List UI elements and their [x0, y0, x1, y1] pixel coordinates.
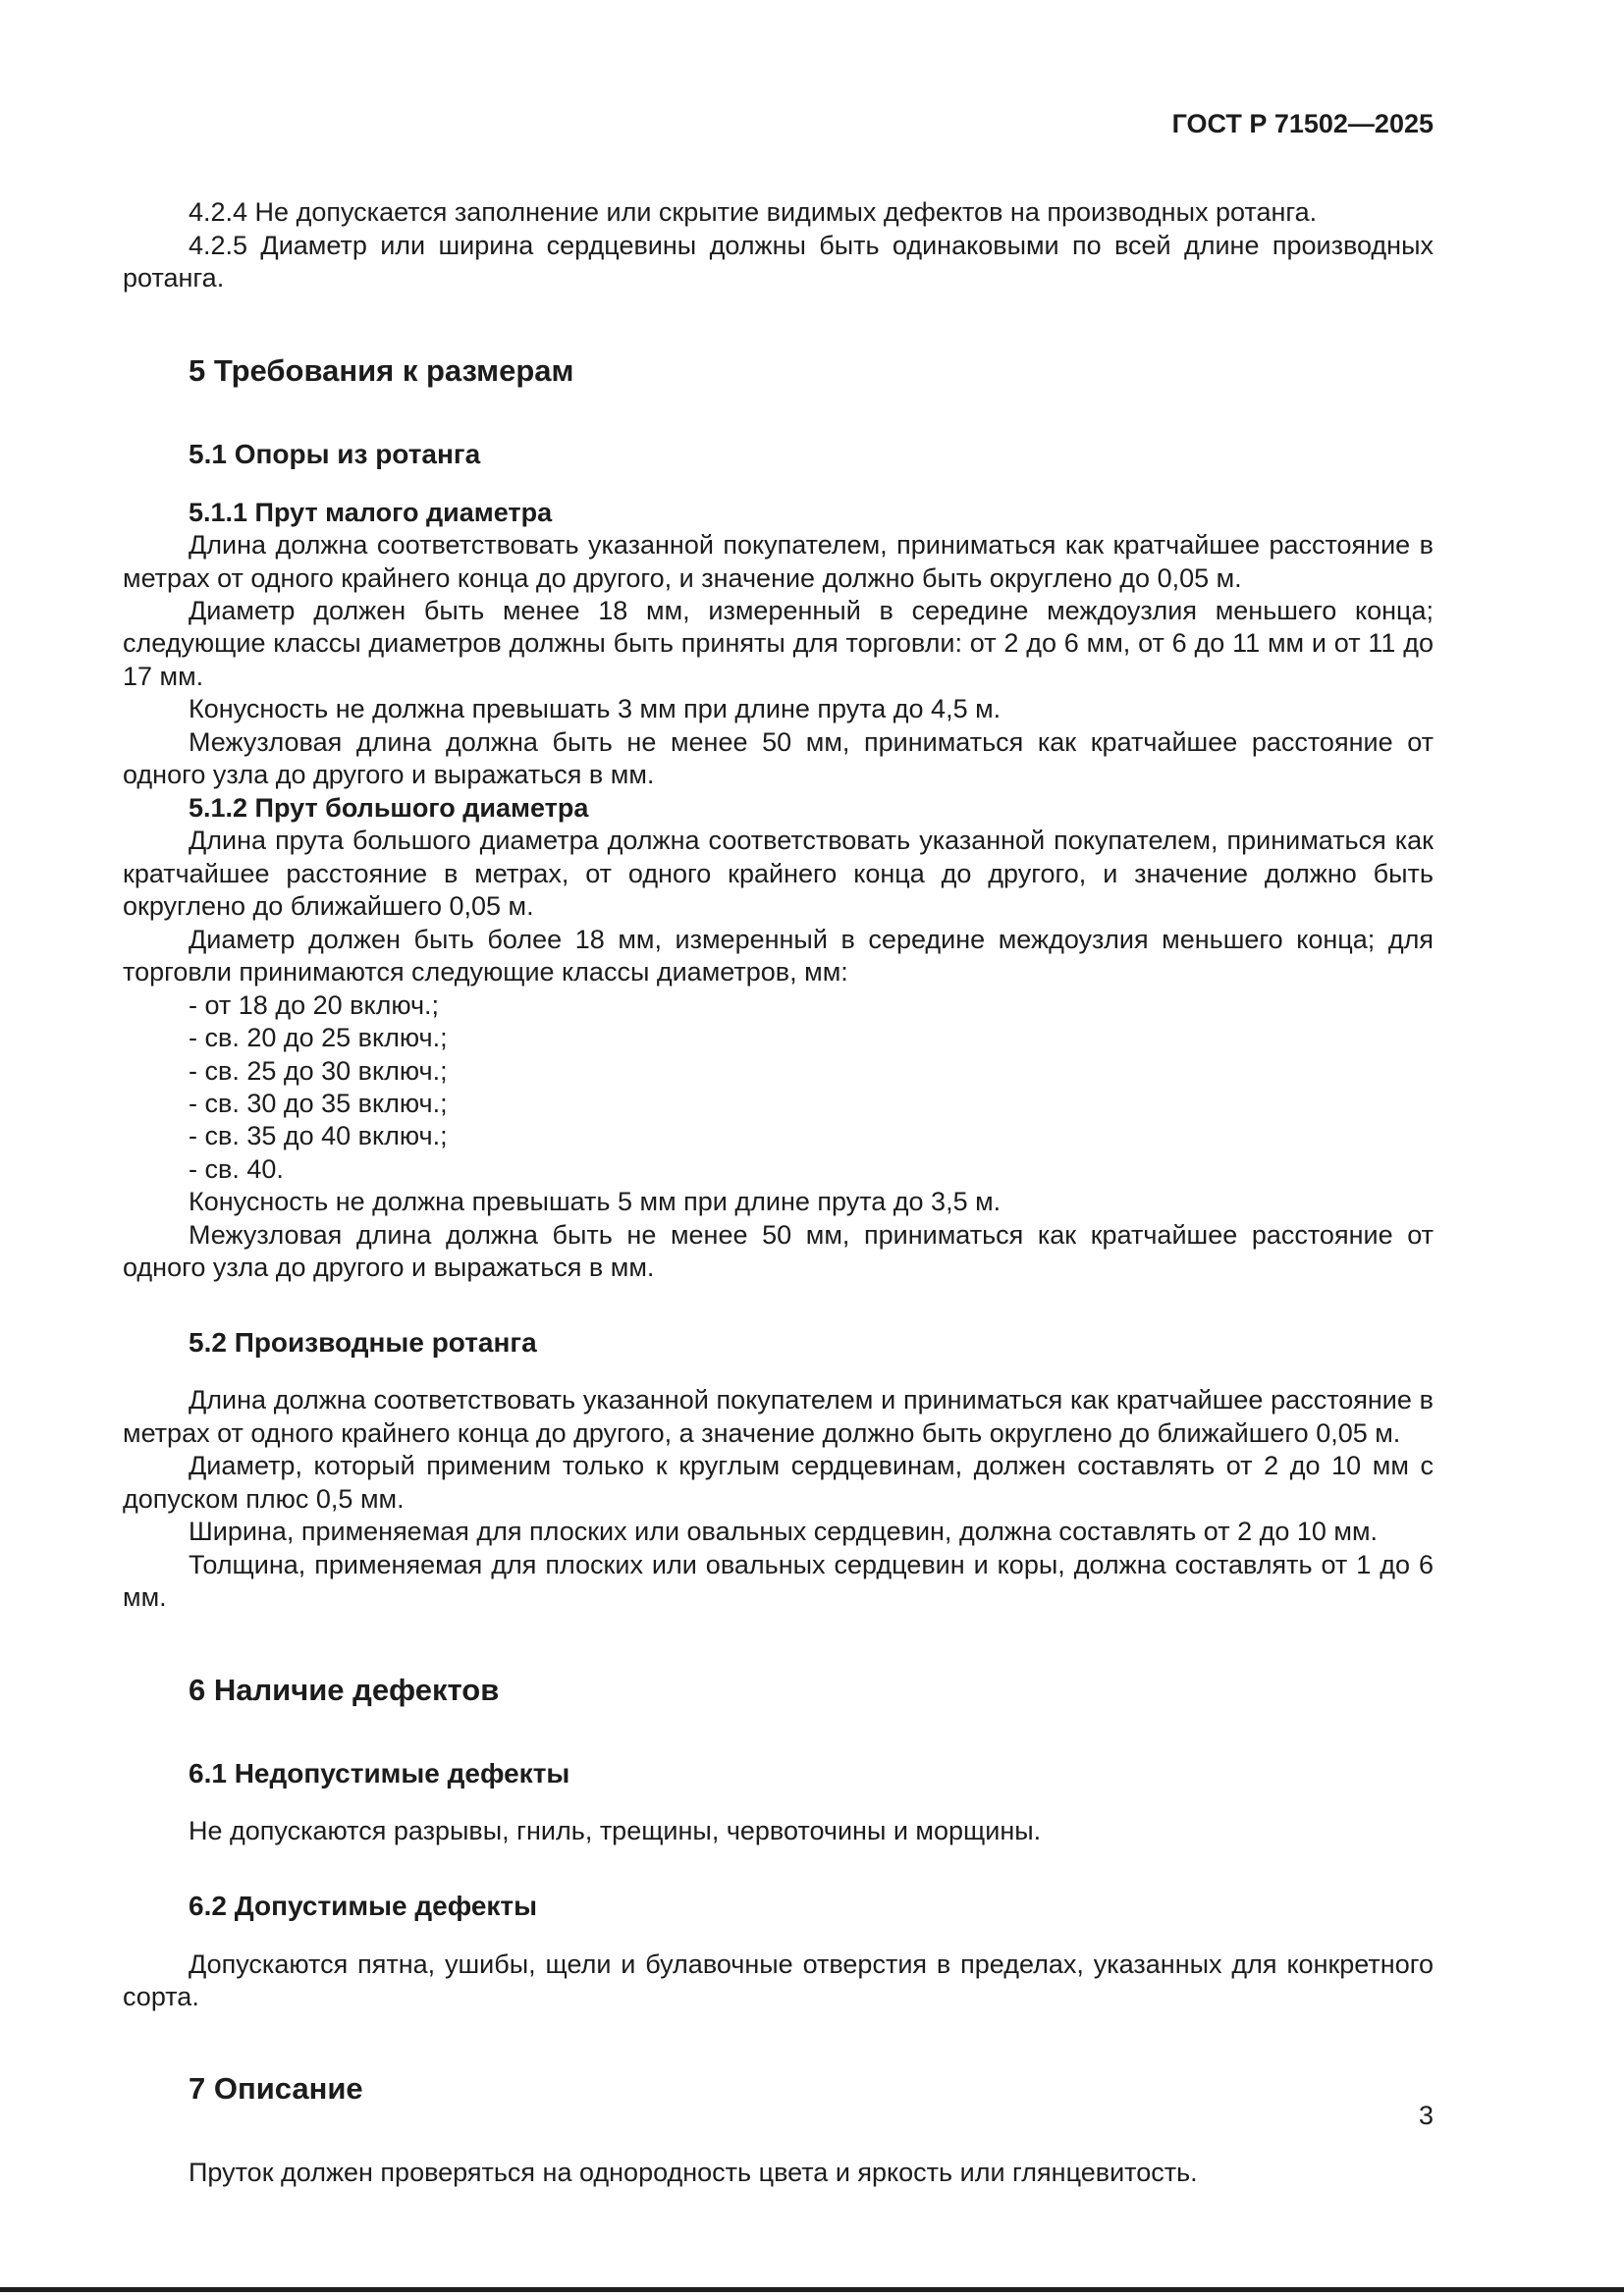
diameter-class-item: - св. 30 до 35 включ.;: [189, 1089, 448, 1119]
page-number: 3: [1418, 2101, 1434, 2130]
doc-number-header: ГОСТ Р 71502—2025: [1171, 109, 1434, 138]
clause-5-1-1-p4: Межузловая длина должна быть не менее 50 мм, приниматься как кратчайшее расстояние от одного узла до другого и выражаться в мм.: [123, 726, 1434, 790]
section-5-1-2-title: 5.1.2 Прут большого диаметра: [189, 792, 589, 823]
clause-5-2-p1: Длина должна соответствовать указанной покупателем и приниматься как кратчайшее расстояние в метрах от одного крайнего конца до другого, а значение должно быть округлено до ближайшего 0,05 м.: [123, 1385, 1434, 1448]
section-5-1-title: 5.1 Опоры из ротанга: [189, 438, 481, 469]
clause-5-1-2-p3: Конусность не должна превышать 5 мм при длине прута до 3,5 м.: [189, 1187, 1001, 1217]
section-5-2-title: 5.2 Производные ротанга: [189, 1326, 537, 1358]
page-edge-shadow: [0, 2287, 1624, 2292]
clause-5-2-p4: Толщина, применяемая для плоских или овальных сердцевин и коры, должна составлять от 1 до 6 мм.: [123, 1549, 1434, 1613]
diameter-class-item: - св. 35 до 40 включ.;: [189, 1121, 448, 1151]
section-6-title: 6 Наличие дефектов: [189, 1672, 500, 1707]
clause-5-1-2-p1: Длина прута большого диаметра должна соответствовать указанной покупателем, приниматься как кратчайшее расстояние в метрах, от одного крайнего конца до другого, и значение должно быть округлено до ближайшего 0,05 м.: [123, 826, 1434, 922]
clause-5-1-1-p2: Диаметр должен быть менее 18 мм, измеренный в середине междоузлия меньшего конца; следующие классы диаметров должны быть приняты для торговли: от 2 до 6 мм, от 6 до 11 мм и от 11 до 17 мм.: [123, 595, 1434, 691]
clause-5-1-2-p2: Диаметр должен быть более 18 мм, измеренный в середине междоузлия меньшего конца; для торговли принимаются следующие классы диаметров, мм:: [123, 924, 1434, 988]
clause-7-p1: Пруток должен проверяться на однородность цвета и яркость или глянцевитость.: [189, 2157, 1198, 2187]
section-6-2-title: 6.2 Допустимые дефекты: [189, 1890, 538, 1921]
clause-6-1-p1: Не допускаются разрывы, гниль, трещины, червоточины и морщины.: [189, 1816, 1042, 1846]
section-5-1-1-title: 5.1.1 Прут малого диаметра: [189, 497, 553, 527]
section-7-title: 7 Описание: [189, 2071, 363, 2107]
clause-5-2-p2: Диаметр, который применим только к круглым сердцевинам, должен составлять от 2 до 10 мм с допуском плюс 0,5 мм.: [123, 1451, 1434, 1514]
clause-6-2-p1: Допускаются пятна, ушибы, щели и булавочные отверстия в пределах, указанных для конкретного сорта.: [123, 1949, 1434, 2012]
clause-5-1-1-p3: Конусность не должна превышать 3 мм при длине прута до 4,5 м.: [189, 694, 1001, 724]
clause-5-2-p3: Ширина, применяемая для плоских или овальных сердцевин, должна составлять от 2 до 10 мм.: [189, 1517, 1379, 1547]
diameter-class-item: - св. 20 до 25 включ.;: [189, 1023, 448, 1053]
clause-4-2-4: 4.2.4 Не допускается заполнение или скрытие видимых дефектов на производных ротанга.: [189, 197, 1318, 228]
clause-5-1-2-p4: Межузловая длина должна быть не менее 50 мм, приниматься как кратчайшее расстояние от одного узла до другого и выражаться в мм.: [123, 1219, 1434, 1283]
diameter-class-item: - св. 25 до 30 включ.;: [189, 1055, 448, 1086]
section-6-1-title: 6.1 Недопустимые дефекты: [189, 1757, 570, 1789]
clause-4-2-5: 4.2.5 Диаметр или ширина сердцевины должны быть одинаковыми по всей длине производных ротанга.: [123, 230, 1434, 294]
diameter-class-item: - от 18 до 20 включ.;: [189, 989, 440, 1020]
diameter-class-item: - св. 40.: [189, 1153, 284, 1184]
section-5-title: 5 Требования к размерам: [189, 352, 574, 388]
clause-5-1-1-p1: Длина должна соответствовать указанной покупателем, приниматься как кратчайшее расстояние в метрах от одного крайнего конца до другого, и значение должно быть округлено до 0,05 м.: [123, 530, 1434, 593]
